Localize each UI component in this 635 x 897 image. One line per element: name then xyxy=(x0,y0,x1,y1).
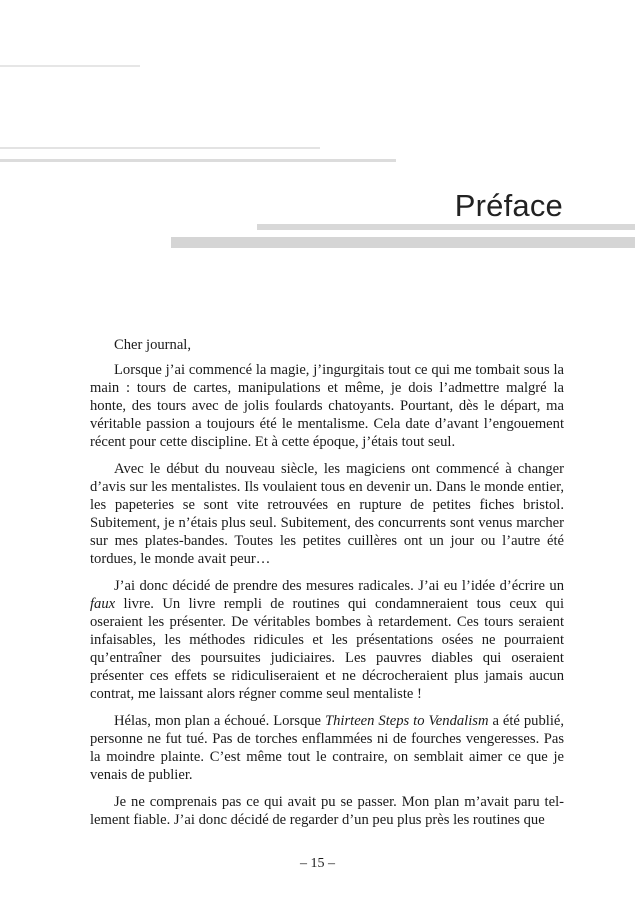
italic-run: Thirteen Steps to Vendalism xyxy=(325,713,489,729)
text-run: Avec le début du nouveau siècle, les magiciens ont commencé à changer d’avis sur les mentalistes. Ils voulaient tous en devenir un. Dans le monde entier, les papeteries se sont vite retrouvées en rupture de petites fiches bristol. Subitement, je n’étais plus seul. Subitement, des concurrents sont venus marcher sur mes plates-bandes. Toutes les petites cuillères ont un jour ou l’autre été tordues, le monde avait peur… xyxy=(90,461,564,567)
paragraph-list xyxy=(90,361,564,829)
paragraph xyxy=(90,460,564,568)
text-run: J’ai donc décidé de prendre des mesures radicales. J’ai eu l’idée d’écrire un xyxy=(114,578,564,594)
title-underline-thin xyxy=(257,224,635,230)
body-text xyxy=(90,336,564,838)
paragraph xyxy=(90,712,564,784)
paragraph xyxy=(90,793,564,829)
paragraph xyxy=(90,577,564,703)
text-run: livre. Un livre rempli de routines qui condamneraient tous ceux qui oseraient les présenter. De véritables bombes à retardement. Ces tours seraient infaisables, les méthodes ridicules et les présentations osées ne pourraient qu’entraîner des poursuites judiciaires. Les pauvres diables qui oseraient présenter ces effets se ridiculiseraient et ne décrocheraient plus jamais aucun contrat, me laissant alors régner comme seul mentaliste ! xyxy=(90,596,564,702)
text-run: Lorsque j’ai commencé la magie, j’ingurgitais tout ce qui me tombait sous la main : tours de cartes, manipulations et même, je dois l’admettre malgré la honte, des tours avec de jolis foulards chatoyants. Pourtant, dès le départ, ma véritable passion a toujours été le mentalisme. Cela date d’avant l’engouement récent pour cette discipline. Et à cette époque, j’étais tout seul. xyxy=(90,362,564,450)
italic-run: faux xyxy=(90,596,116,612)
title-underline-thick xyxy=(171,237,635,248)
text-run: Je ne comprenais pas ce qui avait pu se passer. Mon plan m’avait paru tellement fiable. J’ai donc décidé de regarder d’un peu plus près les routines que xyxy=(90,794,564,828)
text-run: a été publié, personne ne fut tué. Pas de torches enflammées ni de fourches vengeresses. Pas la moindre plainte. C’est même tout le contraire, on semblait aimer ce que je venais de publier. xyxy=(90,713,564,783)
chapter-title: Préface xyxy=(454,188,563,223)
decorative-rule xyxy=(0,65,140,67)
greeting: Cher journal, xyxy=(114,337,192,353)
decorative-rule xyxy=(0,159,396,162)
decorative-rule xyxy=(0,147,320,149)
page-number: – 15 – xyxy=(300,856,335,871)
text-run: Hélas, mon plan a échoué. Lorsque xyxy=(114,713,325,729)
paragraph xyxy=(90,361,564,451)
